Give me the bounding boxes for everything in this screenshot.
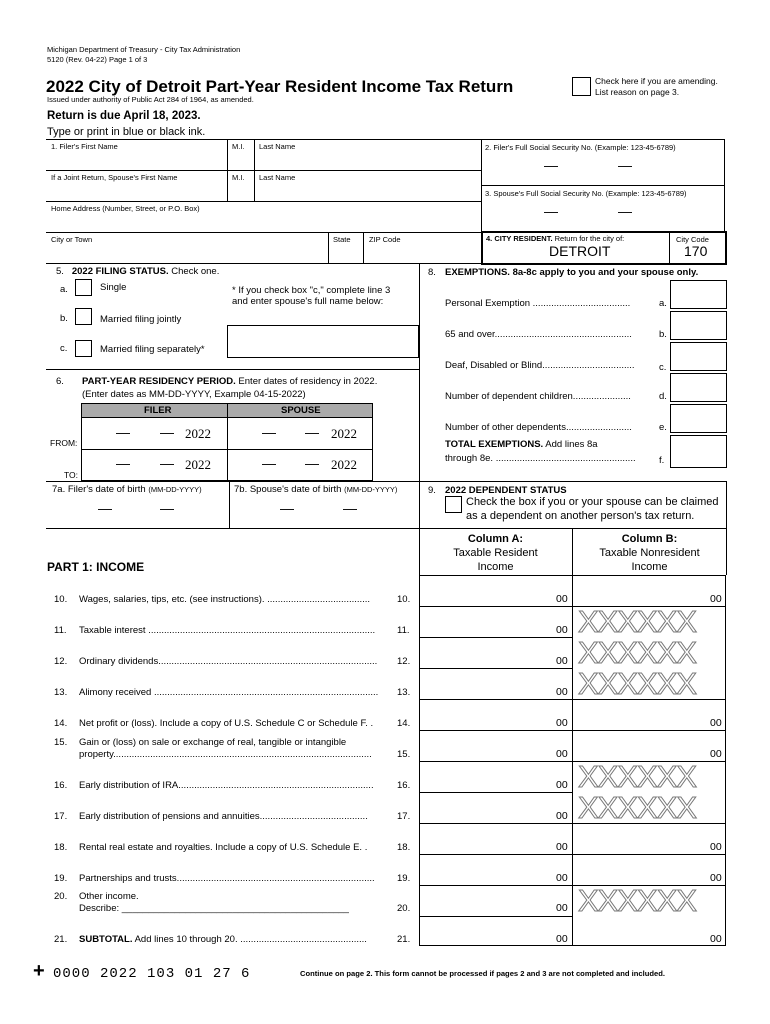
spouse-to-date-field[interactable] (230, 452, 370, 479)
line-21-b-field[interactable] (574, 923, 708, 944)
married-separately-label: Married filing separately* (100, 344, 205, 355)
home-address-field[interactable] (50, 214, 475, 230)
spouse-first-name-label: If a Joint Return, Spouse's First Name (51, 173, 178, 182)
filing-status-heading: 5. 2022 FILING STATUS. Check one. (56, 266, 220, 277)
line-20-a-cents: 00 (556, 902, 568, 914)
dependent-heading: 2022 DEPENDENT STATUS (445, 485, 567, 496)
option-c-letter: c. (60, 343, 68, 354)
line-21-a-field[interactable] (421, 923, 553, 944)
line-17-a-field[interactable] (421, 800, 553, 822)
line-16-b-blocked: XXXXXX (578, 759, 697, 794)
ink-instruction: Type or print in blue or black ink. (47, 126, 206, 138)
filer-last-name-field[interactable] (259, 152, 474, 168)
line-10-a-cents: 00 (556, 593, 568, 605)
city-label: City or Town (51, 235, 93, 244)
line-21-a-cents: 00 (556, 933, 568, 945)
residency-num: 6. (56, 376, 64, 387)
line-17-a-cents: 00 (556, 810, 568, 822)
single-checkbox[interactable] (75, 279, 92, 296)
exemption-f-letter: f. (659, 455, 665, 466)
line-18-b-cents: 00 (710, 841, 722, 853)
filer-ssn-field[interactable] (485, 155, 720, 179)
line-13-b-blocked: XXXXXX (578, 666, 697, 701)
spouse-full-name-field[interactable] (227, 325, 419, 358)
continue-notice: Continue on page 2. This form cannot be processed if pages 2 and 3 are not completed and included. (300, 969, 665, 978)
option-a-letter: a. (60, 284, 68, 295)
exemption-c-label: Deaf, Disabled or Blind................................... (445, 360, 635, 371)
exemption-d-letter: d. (659, 391, 667, 402)
single-label: Single (100, 282, 127, 293)
dependent-checkbox[interactable] (445, 496, 462, 513)
column-b-header: Column B: Taxable Nonresident Income (599, 533, 700, 573)
line-19-a-field[interactable] (421, 862, 553, 884)
city-value: DETROIT (549, 243, 611, 259)
spouse-mi-label: M.I. (232, 173, 245, 182)
part-1-title: PART 1: INCOME (47, 560, 145, 574)
married-jointly-label: Married filing jointly (100, 314, 182, 325)
filer-from-date-field[interactable] (84, 420, 224, 447)
filer-to-year: 2022 (185, 457, 211, 472)
from-label: FROM: (50, 438, 78, 448)
line-12-b-blocked: XXXXXX (578, 635, 697, 670)
spouse-birth-date-field[interactable] (234, 497, 414, 524)
exemption-c-letter: c. (659, 362, 667, 373)
form-barcode-number: 0000 2022 103 01 27 6 (53, 966, 251, 982)
dependent-text-1: Check the box if you or your spouse can be claimed (466, 496, 719, 508)
total-exemptions-field[interactable] (670, 435, 727, 468)
spouse-from-year: 2022 (331, 426, 357, 441)
exemption-e-label: Number of other dependents......................... (445, 422, 632, 433)
option-b-letter: b. (60, 313, 68, 324)
filer-first-name-field[interactable] (50, 152, 220, 168)
dependent-num: 9. (428, 485, 436, 496)
first-name-label: 1. Filer's First Name (51, 142, 118, 151)
married-jointly-checkbox[interactable] (75, 308, 92, 325)
line-14-a-cents: 00 (556, 717, 568, 729)
exemption-b-field[interactable] (670, 311, 727, 340)
exemption-c-field[interactable] (670, 342, 727, 371)
line-10-b-cents: 00 (710, 593, 722, 605)
option-c-note: * If you check box "c," complete line 3 and enter spouse's full name below: (232, 285, 391, 307)
exemption-e-letter: e. (659, 422, 667, 433)
state-label: State (333, 235, 351, 244)
line-14-b-field[interactable] (574, 707, 708, 729)
line-11-a-field[interactable] (421, 614, 553, 636)
spouse-from-date-field[interactable] (230, 420, 370, 447)
city-code-value: 170 (684, 243, 708, 259)
line-10-a-field[interactable] (421, 583, 553, 605)
line-18-b-field[interactable] (574, 831, 708, 853)
line-18-a-cents: 00 (556, 841, 568, 853)
other-income-describe-field[interactable] (124, 900, 386, 914)
married-separately-checkbox[interactable] (75, 340, 92, 357)
column-a-header: Column A: Taxable Resident Income (453, 533, 538, 573)
spouse-last-name-label: Last Name (259, 173, 296, 182)
filer-birth-date-field[interactable] (52, 497, 224, 524)
filer-ssn-label: 2. Filer's Full Social Security No. (Example: 123-45-6789) (485, 143, 676, 152)
exemption-d-label: Number of dependent children...................... (445, 391, 631, 402)
last-name-label: Last Name (259, 142, 296, 151)
filer-birth-label: 7a. Filer's date of birth (MM-DD-YYYY) (52, 484, 202, 495)
exemptions-heading: EXEMPTIONS. 8a-8c apply to you and your spouse only. (445, 267, 699, 278)
spouse-birth-label: 7b. Spouse's date of birth (MM-DD-YYYY) (234, 484, 398, 495)
line-16-a-field[interactable] (421, 769, 553, 791)
line-14-a-field[interactable] (421, 707, 553, 729)
line-18-a-field[interactable] (421, 831, 553, 853)
filer-from-year: 2022 (185, 426, 211, 441)
amending-checkbox[interactable] (572, 77, 591, 96)
total-exemptions-line2: through 8e. ..................................................... (445, 453, 636, 464)
exemption-e-field[interactable] (670, 404, 727, 433)
exemption-a-label: Personal Exemption ..................................... (445, 298, 631, 309)
spouse-ssn-label: 3. Spouse's Full Social Security No. (Example: 123-45-6789) (485, 189, 687, 198)
line-13-a-cents: 00 (556, 686, 568, 698)
exemption-a-letter: a. (659, 298, 667, 309)
line-20-a-field[interactable] (421, 892, 553, 914)
line-15-a-field[interactable] (421, 738, 553, 760)
city-resident-label: 4. CITY RESIDENT. Return for the city of: (486, 234, 625, 243)
line-12-a-cents: 00 (556, 655, 568, 667)
line-12-a-field[interactable] (421, 645, 553, 667)
line-19-a-cents: 00 (556, 872, 568, 884)
exemptions-num: 8. (428, 267, 436, 278)
exemption-b-letter: b. (659, 329, 667, 340)
line-19-b-field[interactable] (574, 862, 708, 884)
total-exemptions-label: TOTAL EXEMPTIONS. Add lines 8a (445, 439, 598, 450)
spouse-to-year: 2022 (331, 457, 357, 472)
city-code-label: City Code (676, 235, 709, 244)
exemption-b-label: 65 and over.................................................... (445, 329, 632, 340)
exemption-d-field[interactable] (670, 373, 727, 402)
amending-label: Check here if you are amending. List reason on page 3. (595, 76, 718, 97)
line-10-b-field[interactable] (574, 583, 708, 605)
mi-label: M.I. (232, 142, 245, 151)
residency-heading: PART-YEAR RESIDENCY PERIOD. Enter dates of residency in 2022. (82, 376, 378, 387)
plus-mark: + (33, 960, 45, 982)
filer-to-date-field[interactable] (84, 452, 224, 479)
to-label: TO: (64, 470, 79, 480)
address-label: Home Address (Number, Street, or P.O. Box) (51, 204, 200, 213)
line-20-b-blocked: XXXXXX (578, 883, 697, 918)
line-15-b-cents: 00 (710, 748, 722, 760)
due-date: Return is due April 18, 2023. (47, 110, 201, 122)
line-19-b-cents: 00 (710, 872, 722, 884)
line-13-a-field[interactable] (421, 676, 553, 698)
zip-label: ZIP Code (369, 235, 401, 244)
line-11-b-blocked: XXXXXX (578, 604, 697, 639)
spouse-ssn-field[interactable] (485, 201, 720, 225)
line-21-b-cents: 00 (710, 933, 722, 945)
exemption-a-field[interactable] (670, 280, 727, 309)
filer-column-header: FILER (144, 405, 172, 416)
line-11-a-cents: 00 (556, 624, 568, 636)
form-title: 2022 City of Detroit Part-Year Resident Income Tax Return (46, 77, 514, 96)
line-15-a-cents: 00 (556, 748, 568, 760)
residency-example: (Enter dates as MM-DD-YYYY, Example 04-15-2022) (82, 389, 306, 400)
authority-text: Issued under authority of Public Act 284 of 1964, as amended. (47, 95, 254, 104)
agency-name: Michigan Department of Treasury - City Tax Administration (47, 45, 241, 54)
line-15-b-field[interactable] (574, 738, 708, 760)
line-16-a-cents: 00 (556, 779, 568, 791)
line-17-b-blocked: XXXXXX (578, 790, 697, 825)
line-14-b-cents: 00 (710, 717, 722, 729)
dependent-text-2: as a dependent on another person's tax return. (466, 510, 695, 522)
form-revision: 5120 (Rev. 04-22) Page 1 of 3 (47, 55, 148, 64)
spouse-column-header: SPOUSE (281, 405, 321, 416)
